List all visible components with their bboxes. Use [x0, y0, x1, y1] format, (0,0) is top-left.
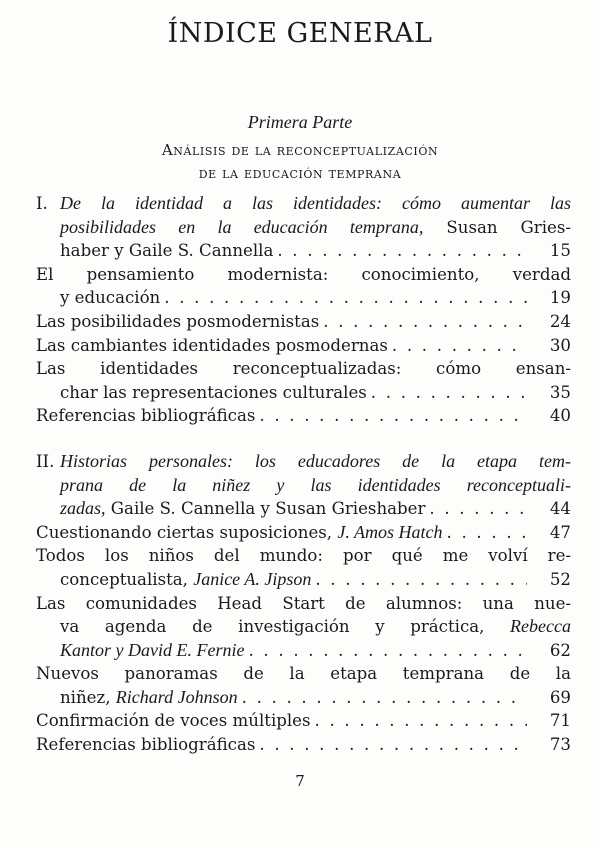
section-entry[interactable] — [36, 709, 571, 733]
entry-line — [60, 239, 571, 263]
roman-text: Referencias bibliográficas — [36, 406, 256, 426]
entry-line — [36, 544, 571, 568]
entry-line-text — [60, 639, 244, 663]
entry-line-text — [60, 686, 238, 710]
roman-text: Gaile S. Cannella y Susan Grieshaber — [105, 499, 426, 519]
dot-leader — [248, 639, 527, 663]
entry-line-text — [60, 568, 311, 592]
page-reference: 35 — [549, 382, 571, 402]
entry-line — [36, 615, 571, 639]
dot-leader — [429, 497, 527, 521]
page-reference: 19 — [549, 288, 571, 308]
table-of-contents — [36, 192, 571, 757]
dot-leader — [371, 381, 527, 405]
page-reference: 73 — [549, 735, 571, 755]
section-entry[interactable] — [36, 357, 571, 404]
page-reference: 24 — [549, 311, 571, 331]
roman-text: char las representaciones culturales — [60, 382, 367, 402]
entry-line-text — [36, 546, 571, 565]
entry-line-text — [60, 452, 571, 471]
entry-line — [60, 192, 571, 216]
roman-text: Las identidades reconceptualizadas: cómo ensan- — [36, 359, 571, 379]
italic-text: zadas, — [60, 498, 106, 519]
entry-line — [60, 474, 571, 498]
dot-leader — [392, 334, 527, 358]
entry-line-text — [60, 218, 571, 237]
dot-leader — [164, 286, 527, 310]
page-reference: 47 — [549, 522, 571, 542]
entry-line — [36, 686, 571, 710]
dot-leader — [242, 686, 527, 710]
entry-line — [36, 310, 571, 334]
roman-text: niñez, — [60, 687, 116, 707]
roman-text: Las posibilidades posmodernistas — [36, 311, 320, 331]
chapter-numeral: I. — [36, 194, 48, 213]
section-entry[interactable] — [36, 404, 571, 428]
page-reference: 15 — [549, 241, 571, 261]
section-entry[interactable] — [36, 334, 571, 358]
entry-line-text — [60, 476, 571, 495]
page-reference: 30 — [549, 335, 571, 355]
entry-line-text — [60, 239, 273, 263]
chapter-numeral: II. — [36, 451, 55, 471]
entry-line-text — [60, 497, 425, 521]
roman-text: y educación — [60, 288, 161, 308]
entry-line — [60, 497, 571, 521]
italic-text: J. Amos Hatch — [337, 521, 443, 542]
dot-leader — [447, 521, 527, 545]
roman-text: haber y Gaile S. Cannella — [60, 241, 274, 261]
section-entry[interactable] — [36, 310, 571, 334]
roman-text: Las cambiantes identidades posmodernas — [36, 335, 388, 355]
entry-line-text — [60, 286, 160, 310]
roman-text: conceptualista, — [60, 569, 194, 589]
roman-text: va agenda de investigación y práctica, — [60, 617, 511, 637]
dot-leader — [315, 709, 527, 733]
entry-line-text — [36, 404, 255, 428]
italic-text: Janice A. Jipson — [193, 568, 312, 589]
entry-line — [36, 639, 571, 663]
entry-line-text — [60, 617, 571, 636]
roman-text: Nuevos panoramas de la etapa temprana de la — [36, 664, 571, 684]
entry-line-text — [60, 194, 571, 213]
entry-line — [36, 568, 571, 592]
entry-line — [36, 381, 571, 405]
roman-text: Susan Gries- — [423, 217, 571, 237]
entry-line-text — [36, 359, 571, 378]
section-entry[interactable] — [36, 521, 571, 545]
section-entry[interactable] — [36, 544, 571, 591]
section-entry[interactable] — [36, 592, 571, 663]
roman-text: Confirmación de voces múltiples — [36, 711, 311, 731]
page-reference: 69 — [549, 687, 571, 707]
entry-line — [36, 662, 571, 686]
dot-leader — [277, 239, 527, 263]
dot-leader — [323, 310, 527, 334]
entry-line-text — [36, 310, 319, 334]
dot-leader — [315, 568, 527, 592]
entry-line — [36, 709, 571, 733]
chapter-entry[interactable] — [36, 450, 571, 521]
italic-text: Historias personales: los educadores de la etapa tem- — [60, 450, 571, 471]
part-subtitle-line1: Análisis de la reconceptualización — [161, 141, 439, 159]
entry-line-text — [36, 594, 571, 613]
italic-text: posibilidades en la educación temprana, — [60, 216, 424, 237]
roman-text: Todos los niños del mundo: por qué me volví re- — [36, 546, 571, 566]
page-reference: 52 — [549, 569, 571, 589]
dot-leader — [259, 733, 527, 757]
entry-line — [36, 404, 571, 428]
entry-line — [60, 450, 571, 474]
part-subtitle-line2: de la educación temprana — [198, 164, 402, 182]
page-reference: 44 — [549, 499, 571, 519]
part-label: Primera Parte — [247, 112, 353, 132]
page-reference: 71 — [549, 711, 571, 731]
entry-line — [36, 357, 571, 381]
entry-line-text — [36, 265, 571, 284]
section-entry[interactable] — [36, 662, 571, 709]
entry-line — [36, 521, 571, 545]
dot-leader — [259, 404, 527, 428]
italic-text: De la identidad a las identidades: cómo aumentar las — [60, 193, 571, 213]
page-number: 7 — [295, 772, 305, 790]
entry-line-text — [60, 381, 367, 405]
roman-text: Las comunidades Head Start de alumnos: una nue- — [36, 593, 571, 613]
roman-text: El pensamiento modernista: conocimiento, verdad — [36, 264, 571, 284]
entry-line — [60, 216, 571, 240]
entry-line — [36, 733, 571, 757]
entry-line — [36, 592, 571, 616]
section-entry[interactable] — [36, 733, 571, 757]
entry-line-text — [36, 521, 443, 545]
entry-line-text — [36, 664, 571, 683]
entry-line-text — [36, 733, 255, 757]
page-reference: 40 — [549, 406, 571, 426]
roman-text: Referencias bibliográficas — [36, 735, 256, 755]
italic-text: Rebecca — [510, 616, 571, 637]
chapter-entry[interactable] — [36, 192, 571, 263]
entry-line — [36, 286, 571, 310]
entry-line — [36, 334, 571, 358]
entry-line-text — [36, 334, 388, 358]
entry-line — [36, 263, 571, 287]
roman-text: Cuestionando ciertas suposiciones, — [36, 522, 338, 542]
italic-text: prana de la niñez y las identidades reconceptuali- — [60, 474, 571, 495]
page-reference: 62 — [549, 640, 571, 660]
section-entry[interactable] — [36, 263, 571, 310]
page-title: ÍNDICE GENERAL — [167, 18, 433, 49]
italic-text: Richard Johnson — [115, 686, 238, 707]
italic-text: Kantor y David E. Fernie — [60, 639, 245, 660]
entry-line-text — [36, 709, 311, 733]
